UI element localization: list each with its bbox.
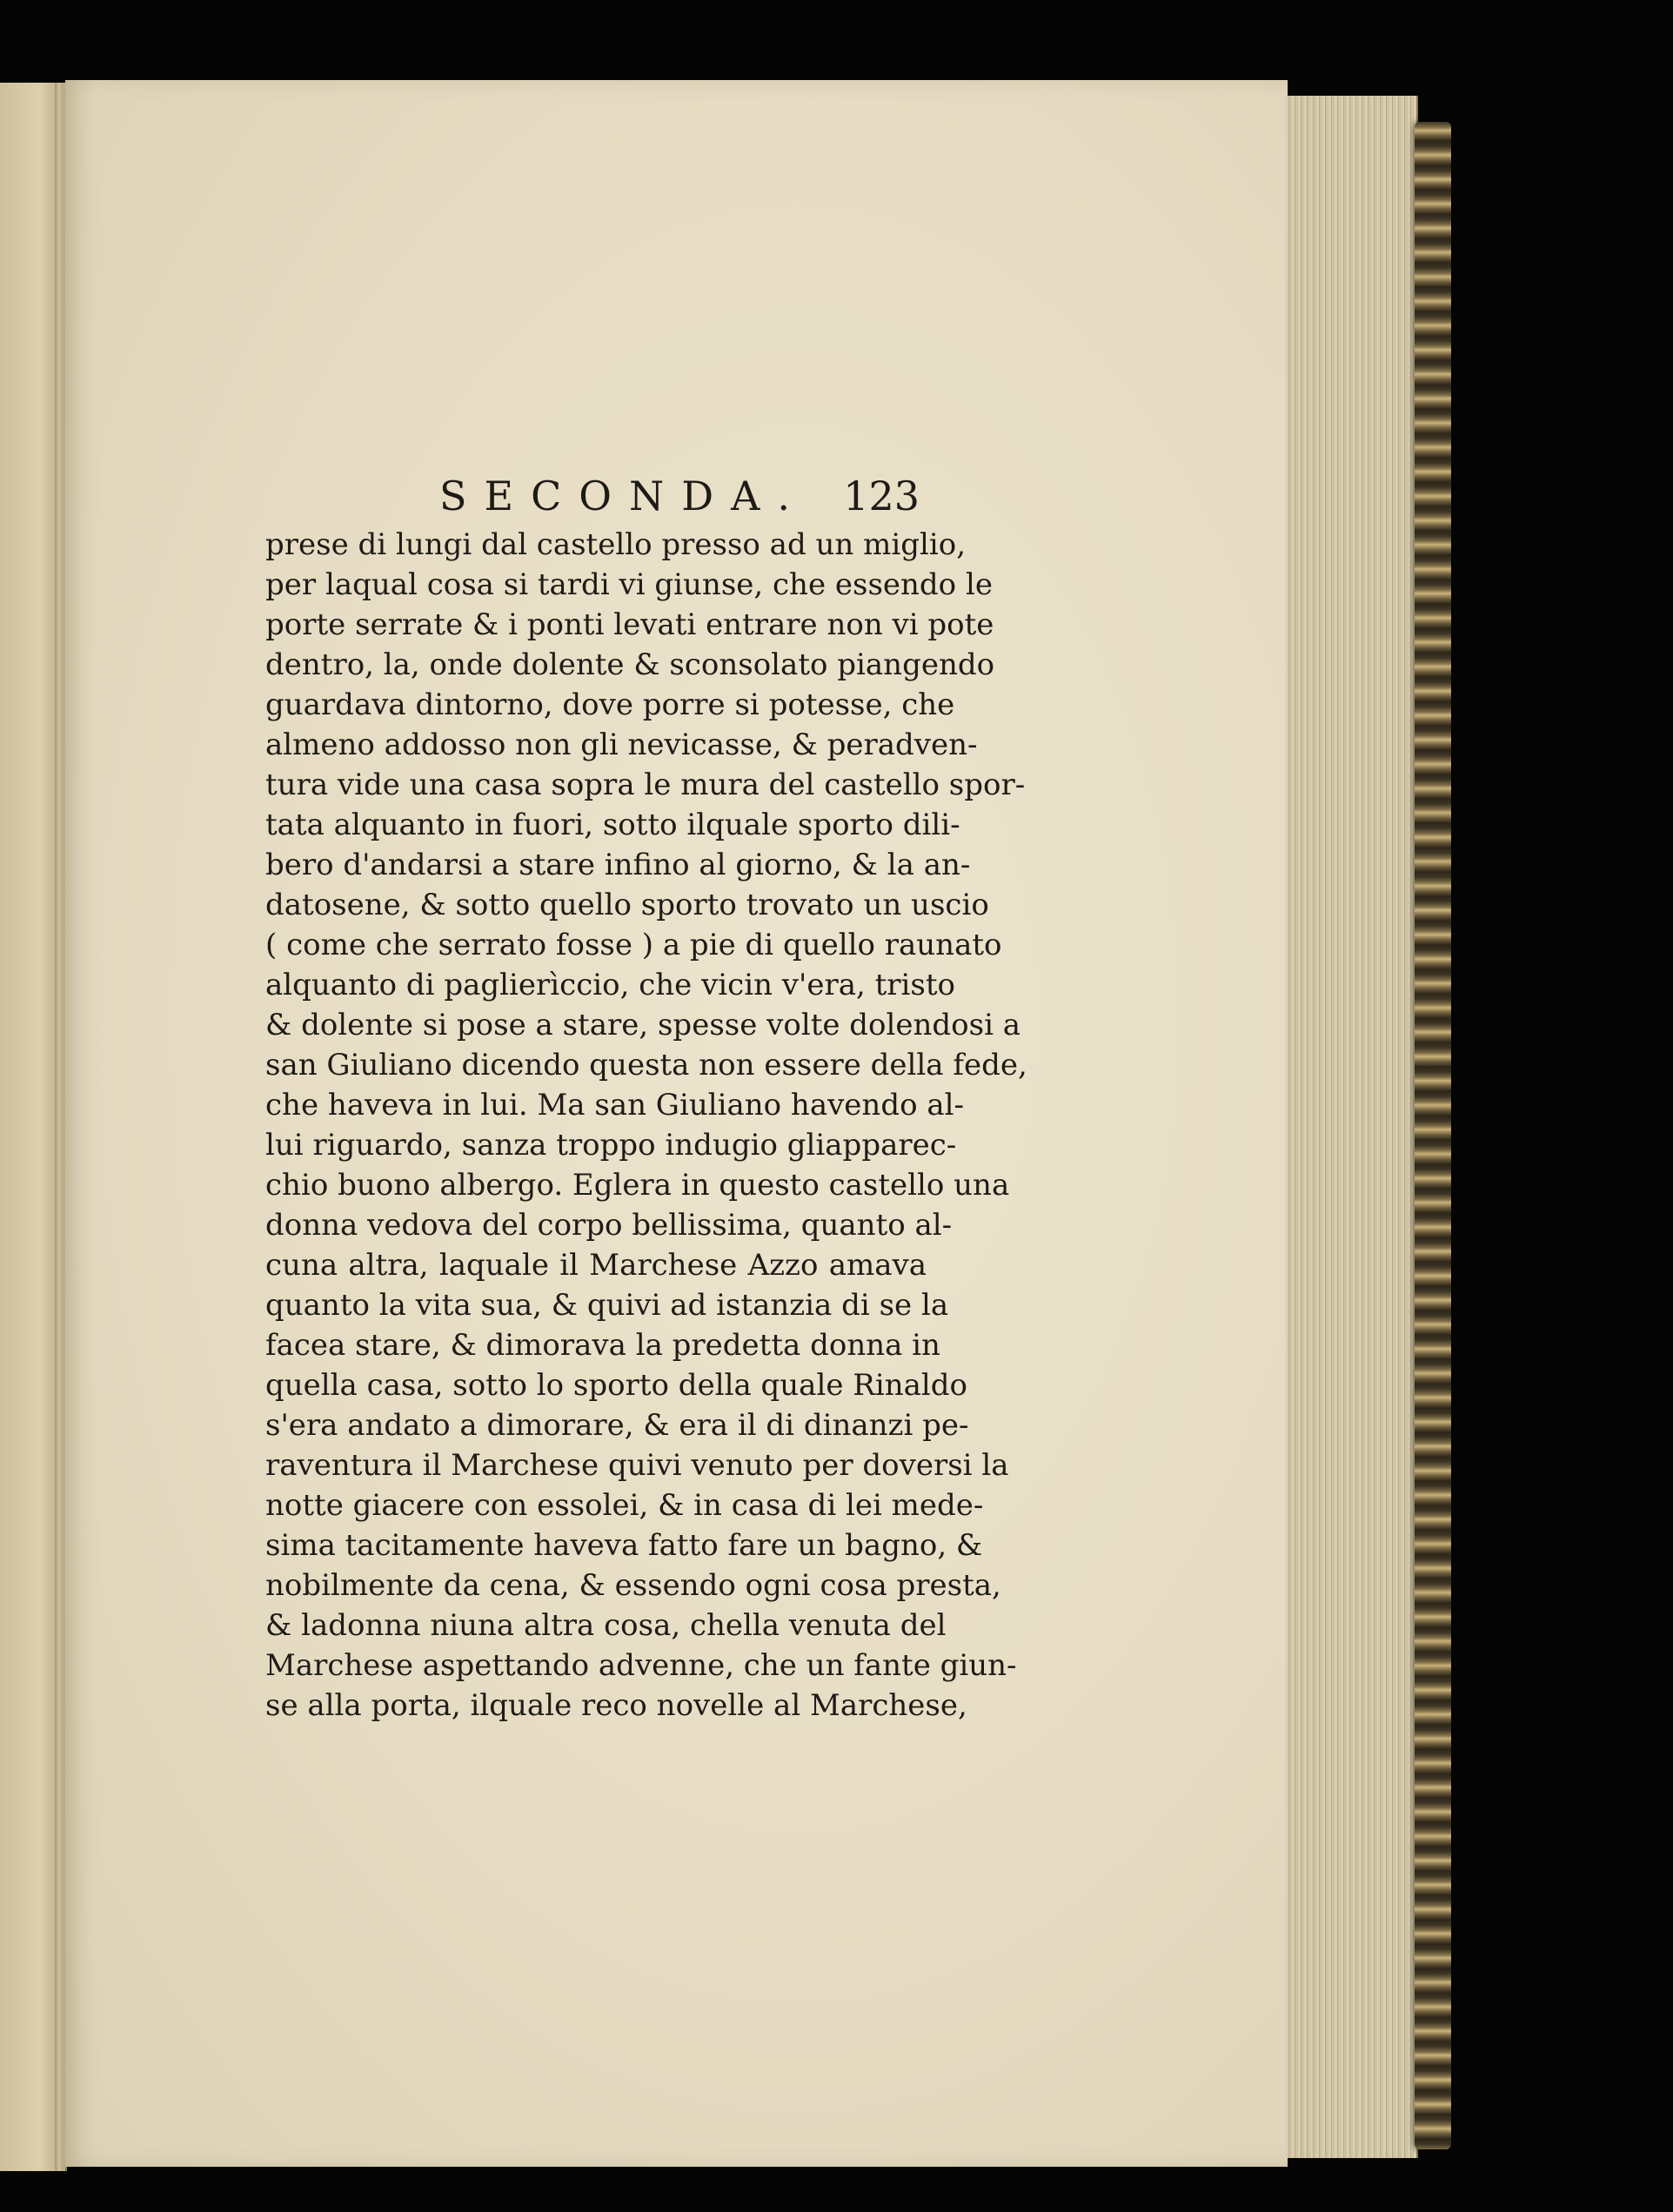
text-line: cuna altra, laquale il Marchese Azzo amava [265,1248,927,1283]
book-cover-edge [1415,122,1451,2149]
text-line: che haveva in lui. Ma san Giuliano havendo al- [265,1088,965,1123]
text-line: alquanto di paglierìccio, che vicin v'era, tristo [265,968,955,1002]
text-line: ( come che serrato fosse ) a pie di quello raunato [265,928,1002,962]
header-title: SECONDA. [439,473,807,519]
text-line: almeno addosso non gli nevicasse, & peradven- [265,727,978,762]
text-line: per laqual cosa si tardi vi giunse, che essendo le [265,567,993,602]
page-edges [1286,96,1418,2158]
text-line: se alla porta, ilquale reco novelle al Marchese, [265,1688,967,1723]
text-line: guardava dintorno, dove porre si potesse, che [265,687,955,722]
text-line: lui riguardo, sanza troppo indugio gliapparec- [265,1128,957,1163]
text-line: datosene, & sotto quello sporto trovato un uscio [265,888,989,922]
text-line: donna vedova del corpo bellissima, quanto al- [265,1208,953,1243]
text-line: s'era andato a dimorare, & era il di dinanzi pe- [265,1408,969,1443]
body-text [265,525,1027,1726]
page-fold [55,83,60,2171]
text-line: Marchese aspettando advenne, che un fante giun- [265,1648,1017,1683]
text-line: raventura il Marchese quivi venuto per doversi la [265,1448,1009,1483]
page-number: 123 [843,473,920,519]
running-head [265,467,927,525]
text-line: & dolente si pose a stare, spesse volte dolendosi a [265,1008,1021,1042]
text-line: facea stare, & dimorava la predetta donna in [265,1328,940,1363]
text-line: & ladonna niuna altra cosa, chella venuta del [265,1608,947,1643]
text-line: dentro, la, onde dolente & sconsolato piangendo [265,647,995,682]
text-line: porte serrate & i ponti levati entrare non vi pote [265,607,994,642]
text-line: sima tacitamente haveva fatto fare un bagno, & [265,1528,983,1563]
text-line: nobilmente da cena, & essendo ogni cosa presta, [265,1568,1001,1603]
text-line: prese di lungi dal castello presso ad un miglio, [265,527,967,562]
left-page-edge [0,83,67,2171]
text-line: tata alquanto in fuori, sotto ilquale sporto dili- [265,808,960,842]
text-line: san Giuliano dicendo questa non essere della fede, [265,1048,1027,1083]
text-line: notte giacere con essolei, & in casa di lei mede- [265,1488,984,1523]
text-line: bero d'andarsi a stare infino al giorno, & la an- [265,848,971,882]
text-line: tura vide una casa sopra le mura del castello spor- [265,767,1026,802]
text-line: quella casa, sotto lo sporto della quale Rinaldo [265,1368,968,1403]
text-block [265,467,1027,1726]
text-line: quanto la vita sua, & quivi ad istanzia di se la [265,1288,949,1323]
text-line: chio buono albergo. Eglera in questo castello una [265,1168,1010,1203]
